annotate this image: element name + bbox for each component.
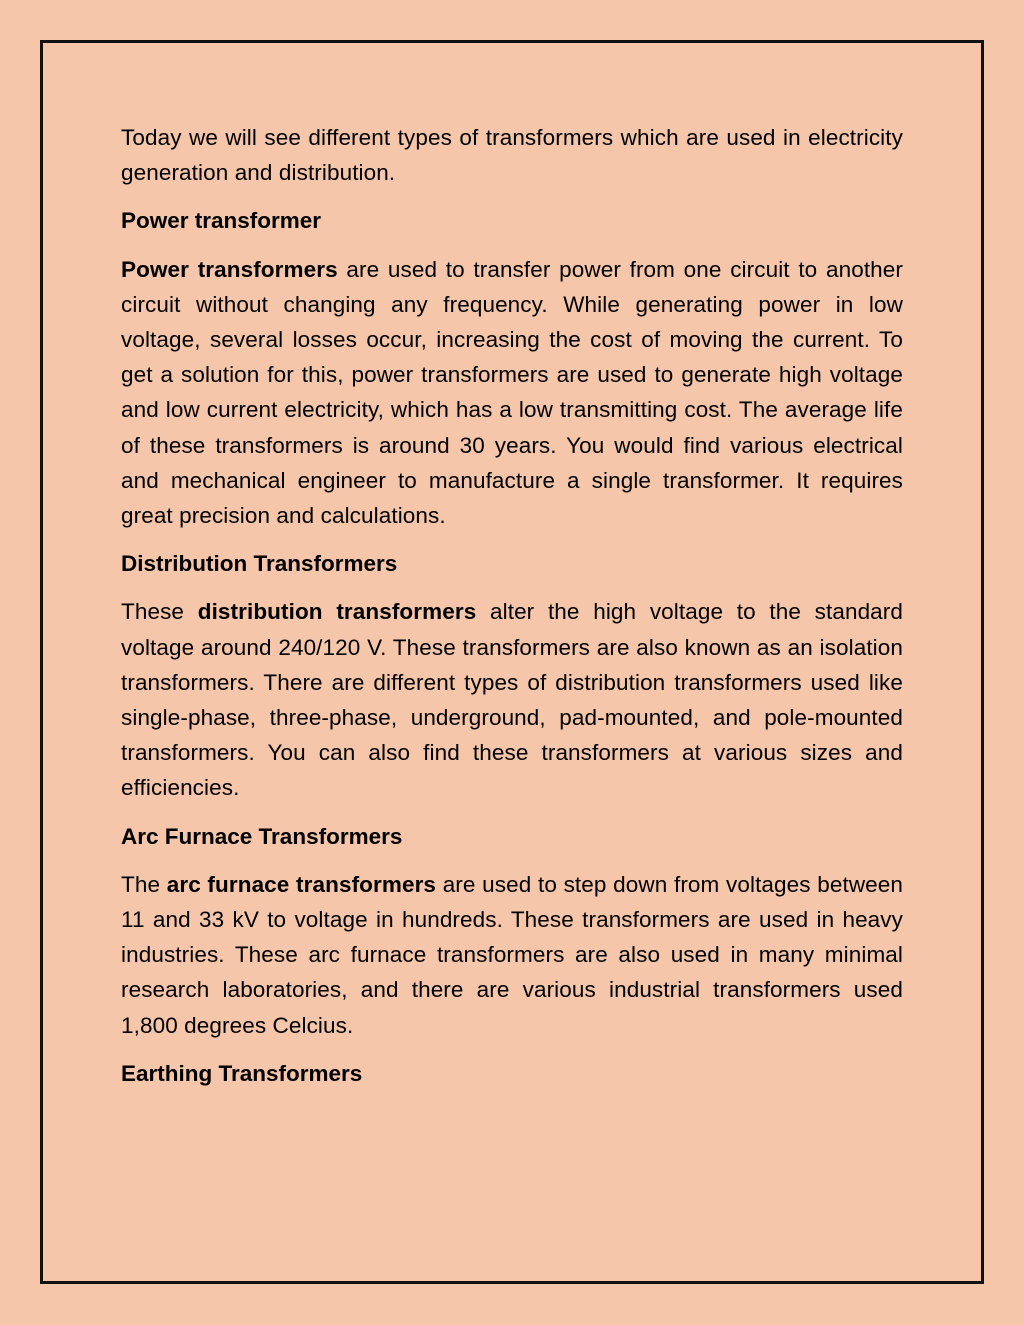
document-body <box>121 120 903 1104</box>
bold-term-power-transformers: Power transformers <box>121 256 338 282</box>
paragraph-arc-furnace-transformers <box>121 867 903 1043</box>
heading-distribution-transformers: Distribution Transformers <box>121 551 398 577</box>
bold-term-arc-furnace-transformers: arc furnace transformers <box>166 871 437 897</box>
paragraph-text: alter the high voltage to the standard voltage around 240/120 V. These transformers are also known as an isolation transformers. There are different types of distribution transformers used like single-phase, three-phase, underground, pad-mounted, and pole-mounted transformers. You can also find these transformers at various sizes and efficiencies. <box>121 599 904 801</box>
paragraph-text: are used to step down from voltages between 11 and 33 kV to voltage in hundreds. These transformers are used in heavy industries. These arc furnace transformers are also used in many minimal research laboratories, and there are various industrial transformers used 1,800 degrees Celcius. <box>121 871 904 1038</box>
intro-paragraph: Today we will see different types of transformers which are used in electricity generation and distribution. <box>121 125 903 186</box>
heading-power-transformer: Power transformer <box>121 208 322 234</box>
paragraph-text: are used to transfer power from one circuit to another circuit without changing any frequency. While generating power in low voltage, several losses occur, increasing the cost of moving the current. To get a solution for this, power transformers are used to generate high voltage and low current electricity, which has a low transmitting cost. The average life of these transformers is around 30 years. You would find various electrical and mechanical engineer to manufacture a single transformer. It requires great precision and calculations. <box>121 256 903 529</box>
paragraph-prefix: The <box>121 871 167 897</box>
bold-term-distribution-transformers: distribution transformers <box>197 599 477 625</box>
heading-arc-furnace-transformers: Arc Furnace Transformers <box>121 823 403 849</box>
paragraph-distribution-transformers <box>121 594 903 805</box>
paragraph-prefix: These <box>121 599 198 625</box>
heading-earthing-transformers: Earthing Transformers <box>121 1060 363 1086</box>
paragraph-power-transformer <box>121 252 903 534</box>
